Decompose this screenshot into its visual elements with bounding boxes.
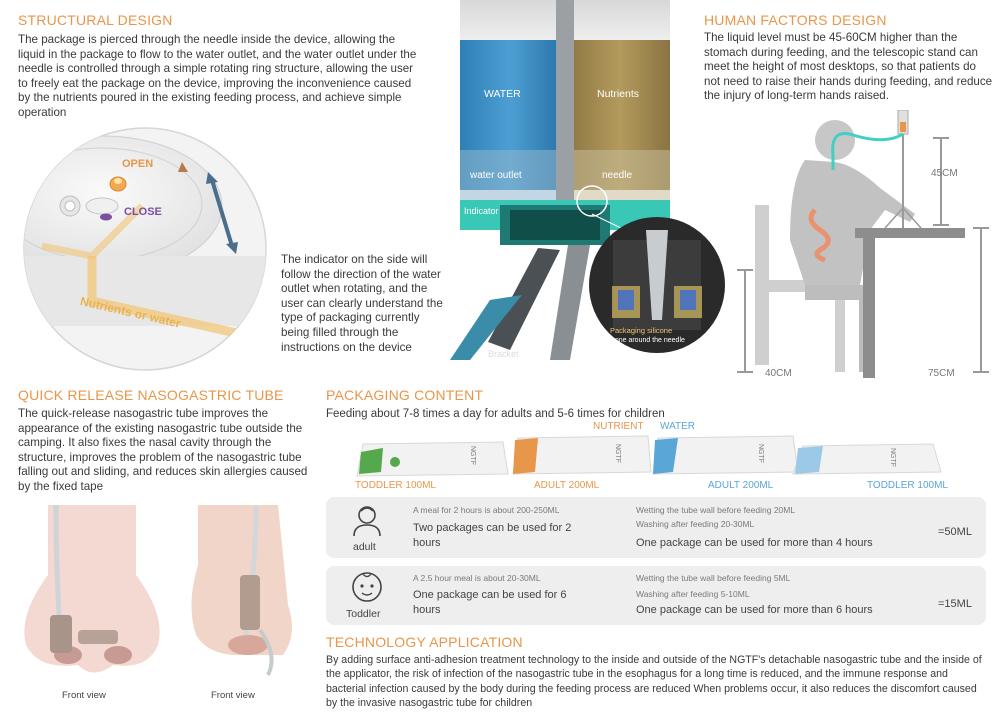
dim-75cm: 75CM bbox=[928, 368, 955, 379]
adult-wash-note: Washing after feeding 20-30ML bbox=[636, 519, 755, 529]
structural-body: The package is pierced through the needle inside the device, allowing the liquid in the package to flow to the water outlet, and the water outlet under the needle is controlled through a simple rotating ring structure, allowing the user to freely eat the package on the device, improving the inconvenience caused by the nutrients poured in the existing feeding process, and achieve simple operation bbox=[18, 33, 417, 119]
toddler-meal-note: A 2.5 hour meal is about 20-30ML bbox=[413, 573, 541, 583]
rotating-ring-detail bbox=[22, 126, 268, 372]
toddler-usage-row bbox=[326, 566, 986, 625]
pack-brand-4: NGTF bbox=[889, 447, 897, 468]
close-label: CLOSE bbox=[124, 206, 162, 218]
water-outlet-label: water outlet bbox=[470, 170, 522, 181]
packaging-subtitle: Feeding about 7-8 times a day for adults and 5-6 times for children bbox=[326, 408, 665, 420]
toddler-total: =15ML bbox=[938, 598, 972, 610]
front-view-label-2: Front view bbox=[211, 690, 255, 701]
toddler-wash-note: Washing after feeding 5-10ML bbox=[636, 589, 750, 599]
structural-heading: STRUCTURAL DESIGN bbox=[18, 12, 173, 28]
adult-total: =50ML bbox=[938, 526, 972, 538]
needle-label: needle bbox=[602, 170, 633, 181]
dim-45cm: 45CM bbox=[931, 168, 958, 179]
pack-label-adult-nutrient: ADULT 200ML bbox=[534, 480, 600, 491]
pack-brand-3: NGTF bbox=[757, 443, 765, 464]
pack-brand-1: NGTF bbox=[469, 445, 477, 466]
adult-water-main: One package can be used for more than 4 hours bbox=[636, 537, 873, 549]
pack-label-toddler-water: TODDLER 100ML bbox=[867, 480, 948, 491]
human-factors-heading: HUMAN FACTORS DESIGN bbox=[704, 12, 887, 28]
device-illustration bbox=[450, 0, 730, 370]
adult-person-icon bbox=[350, 503, 384, 537]
nutrient-tag: NUTRIENT bbox=[593, 421, 644, 432]
silicone-needle-label: Silicone around the needle bbox=[602, 337, 685, 344]
quick-release-body: The quick-release nasogastric tube improves the appearance of the existing nasogastric tube outside the camping. It also fixes the nasal cavity through the structure, improves the problem of the nasogastric tube falling out and sliding, and reduces skin allergies caused by the fixed tape bbox=[18, 407, 308, 493]
quick-release-heading: QUICK RELEASE NASOGASTRIC TUBE bbox=[18, 387, 284, 403]
adult-label: adult bbox=[353, 541, 376, 553]
dim-40cm: 40CM bbox=[765, 368, 792, 379]
adult-meal-main: Two packages can be used for 2 hours bbox=[413, 522, 572, 549]
pack-label-adult-water: ADULT 200ML bbox=[708, 480, 774, 491]
package-lineup bbox=[353, 432, 948, 478]
human-factors-body: The liquid level must be 45-60CM higher than the stomach during feeding, and the telescopic stand can meet the height of most desktops, so that patients do not need to raise their hands during feeding, and reduce the injury of long-term hands raised. bbox=[704, 31, 993, 103]
swivel-label: Swivel bbox=[464, 238, 491, 248]
pack-brand-2: NGTF bbox=[614, 443, 622, 464]
toddler-face-icon bbox=[350, 570, 384, 604]
open-label: OPEN bbox=[122, 158, 154, 170]
patient-seated-illustration bbox=[735, 110, 1000, 385]
adult-meal-note: A meal for 2 hours is about 200-250ML bbox=[413, 505, 560, 515]
nutrients-tank-label: Nutrients bbox=[597, 88, 640, 100]
toddler-water-main: One package can be used for more than 6 hours bbox=[636, 604, 873, 616]
pack-label-toddler-nutrient: TODDLER 100ML bbox=[355, 480, 436, 491]
nutrients-path-label: Nutrients or water bbox=[78, 294, 183, 331]
toddler-wet-note: Wetting the tube wall before feeding 5ML bbox=[636, 573, 791, 583]
technology-heading: TECHNOLOGY APPLICATION bbox=[326, 634, 523, 650]
water-tag: WATER bbox=[660, 421, 695, 432]
water-tank-label: WATER bbox=[484, 88, 521, 100]
toddler-meal-main: One package can be used for 6 hours bbox=[413, 589, 567, 616]
nose-front-views bbox=[18, 505, 318, 701]
adult-wet-note: Wetting the tube wall before feeding 20ML bbox=[636, 505, 796, 515]
front-view-label-1: Front view bbox=[62, 690, 106, 701]
indicator-note: The indicator on the side will follow the direction of the water outlet when rotating, and the user can clearly understand the type of packaging currently being filled through the instructions on the device bbox=[281, 253, 443, 354]
technology-body: By adding surface anti-adhesion treatment technology to the inside and outside of the NGTF's detachable nasogastric tube and the inside of the applicator, the risk of infection of the nasogastric tube in the esophagus for a long time is reduced, and the immune response and bacterial infection caused by the body during the feeding process are reduced When problems occur, it also reduces the discomfort caused by the invasive nasogastric tube for children bbox=[326, 654, 982, 710]
indicator-label: Indicator bbox=[464, 206, 499, 216]
toddler-label: Toddler bbox=[346, 608, 381, 620]
packaging-silicone-label: Packaging silicone bbox=[610, 326, 673, 335]
bracket-label: Bracket bbox=[488, 349, 519, 359]
packaging-heading: PACKAGING CONTENT bbox=[326, 387, 484, 403]
adult-usage-row bbox=[326, 497, 986, 558]
